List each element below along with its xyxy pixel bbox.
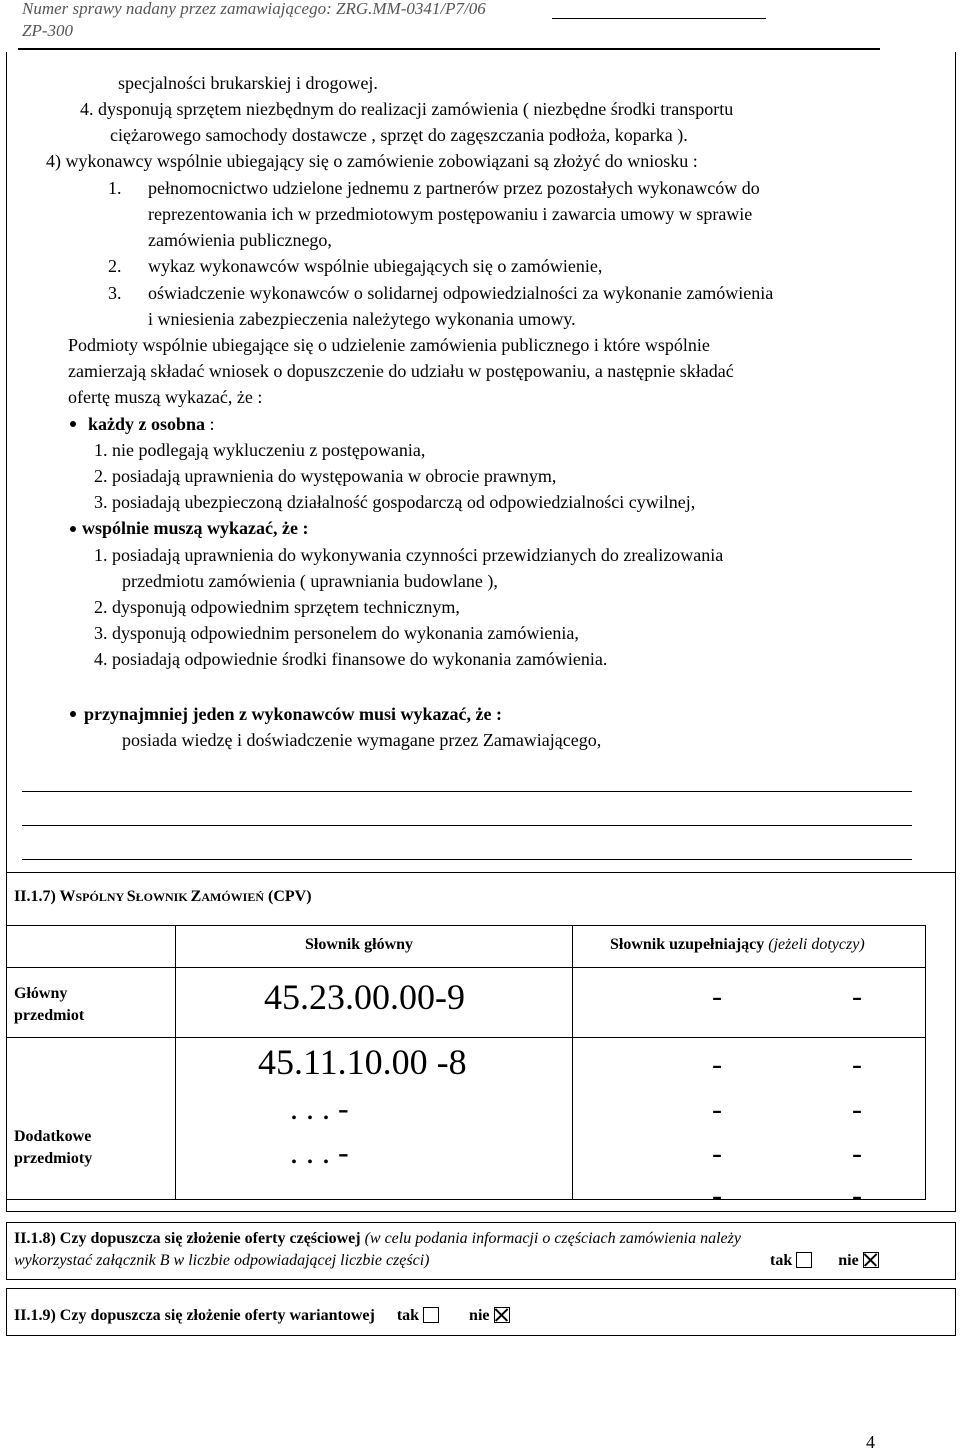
case-number-header: Numer sprawy nadany przez zamawiającego: ZRG.MM-0341/P7/06 (22, 0, 486, 18)
list-number: 2. (108, 256, 122, 276)
cpv-section-title: II.1.7) WSPÓLNY SŁOWNIK ZAMÓWIEŃ (CPV) (14, 888, 312, 905)
partial-offer-question: II.1.8) Czy dopuszcza się złożenie oferty częściowej (w celu podania informacji o częściach zamówienia należy (14, 1230, 741, 1247)
text-line: zamierzają składać wniosek o dopuszczenie do udziału w postępowaniu, a następnie składać (68, 361, 734, 381)
nie-checkbox-checked[interactable] (863, 1252, 879, 1268)
variant-offer-question: II.1.9) Czy dopuszcza się złożenie oferty wariantowej tak nie (14, 1306, 510, 1326)
supp-dash: - (852, 1048, 862, 1081)
text-line: 2. posiadają uprawnienia do występowania w obrocie prawnym, (94, 466, 557, 486)
bullet-icon (70, 711, 76, 717)
text-line: 2. dysponują odpowiednim sprzętem technicznym, (94, 597, 460, 617)
text-line: 4. dysponują sprzętem niezbędnym do realizacji zamówienia ( niezbędne środki transportu (80, 99, 734, 119)
text-line: przedmiotu zamówienia ( uprawniania budowlane ), (122, 571, 498, 591)
supp-dash: - (712, 1093, 722, 1126)
text-line: oświadczenie wykonawców o solidarnej odpowiedzialności za wykonanie zamówienia (148, 283, 774, 303)
fill-line (22, 859, 912, 860)
supp-dash: - (712, 980, 722, 1013)
partial-offer-options: tak nie (770, 1251, 879, 1271)
fill-line (22, 791, 912, 792)
supp-dash: - (852, 1137, 862, 1170)
form-code-header: ZP-300 (22, 21, 73, 40)
header-rule (18, 48, 880, 50)
partial-offer-note: wykorzystać załącznik B w liczbie odpowiadającej liczbie części) (14, 1252, 430, 1269)
text-line: 1. posiadają uprawnienia do wykonywania czynności przewidzianych do zrealizowania (94, 545, 724, 565)
text-line: specjalności brukarskiej i drogowej. (118, 73, 378, 93)
list-number: 3. (108, 283, 122, 303)
supp-dash: - (852, 980, 862, 1013)
row-main-label: Główny (14, 985, 68, 1002)
table-row-divider (6, 967, 926, 968)
text-line: wspólnie muszą wykazać, że : (82, 518, 309, 538)
supp-dash: - (712, 1179, 722, 1212)
text-line: 1. nie podlegają wykluczeniu z postępowania, (94, 440, 426, 460)
add-cpv-dots: . . . - (290, 1090, 349, 1126)
row-add-label: przedmioty (14, 1150, 93, 1167)
fill-line (22, 825, 912, 826)
page-number: 4 (866, 1432, 875, 1452)
row-add-label: Dodatkowe (14, 1128, 92, 1145)
text-line: 3. posiadają ubezpieczoną działalność gospodarczą od odpowiedzialności cywilnej, (94, 492, 696, 512)
add-cpv-code: 45.11.10.00 -8 (258, 1042, 467, 1082)
text-line: 3. dysponują odpowiednim personelem do wykonania zamówienia, (94, 623, 579, 643)
text-line: przynajmniej jeden z wykonawców musi wykazać, że : (84, 704, 502, 724)
bullet-icon (70, 421, 76, 427)
text-line: zamówienia publicznego, (148, 230, 332, 250)
text-line: 4) wykonawcy wspólnie ubiegający się o zamówienie zobowiązani są złożyć do wniosku : (46, 151, 698, 171)
bold-label: każdy z osobna (88, 414, 206, 434)
text-line: ciężarowego samochody dostawcze , sprzęt do zagęszczania podłoża, koparka ). (110, 125, 688, 145)
supp-dash: - (712, 1048, 722, 1081)
supp-dash: - (712, 1137, 722, 1170)
bullet-icon (70, 526, 76, 532)
tak-checkbox[interactable] (796, 1252, 812, 1268)
text-line: posiada wiedzę i doświadczenie wymagane przez Zamawiającego, (122, 730, 602, 750)
text-line: wykaz wykonawców wspólnie ubiegających się o zamówienie, (148, 256, 603, 276)
row-main-label: przedmiot (14, 1007, 85, 1024)
text-line: i wniesienia zabezpieczenia należytego wykonania umowy. (148, 309, 576, 329)
header-underline (552, 18, 766, 19)
supp-dash: - (852, 1093, 862, 1126)
col-supp-header: Słownik uzupełniający (jeżeli dotyczy) (610, 936, 865, 953)
nie-checkbox-checked[interactable] (494, 1307, 510, 1323)
col-main-header: Słownik główny (305, 936, 414, 953)
text-line: pełnomocnictwo udzielone jednemu z partnerów przez pozostałych wykonawców do (148, 178, 760, 198)
table-row-divider (6, 1037, 926, 1038)
tak-checkbox[interactable] (423, 1307, 439, 1323)
text-line: reprezentowania ich w przedmiotowym postępowaniu i zawarcia umowy w sprawie (148, 204, 753, 224)
supp-dash: - (852, 1179, 862, 1212)
colon: : (205, 414, 215, 434)
text-line (88, 411, 215, 437)
text-line: ofertę muszą wykazać, że : (68, 387, 263, 407)
list-number: 1. (108, 178, 122, 198)
main-cpv-code: 45.23.00.00-9 (264, 977, 465, 1017)
text-line: 4. posiadają odpowiednie środki finansowe do wykonania zamówienia. (94, 649, 608, 669)
text-line: Podmioty wspólnie ubiegające się o udzielenie zamówienia publicznego i które wspólnie (68, 335, 710, 355)
add-cpv-dots: . . . - (290, 1134, 349, 1170)
